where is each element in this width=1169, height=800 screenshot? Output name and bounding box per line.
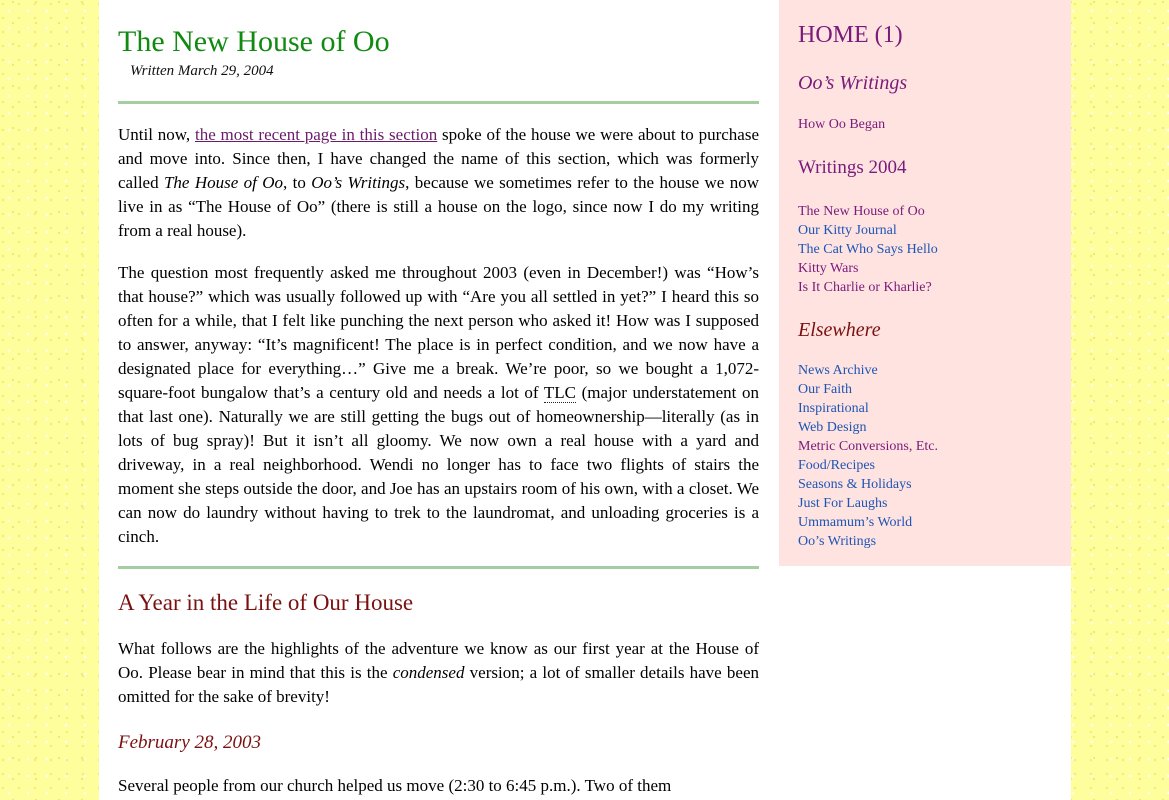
writings-2004-list <box>798 202 938 297</box>
condensed-word: condensed <box>392 663 465 682</box>
sidebar-blank-area <box>779 566 1071 800</box>
list-item <box>798 240 938 259</box>
home-link[interactable]: HOME (1) <box>798 22 903 48</box>
list-item <box>798 278 938 297</box>
intro-paragraph <box>118 123 759 243</box>
most-recent-page-link[interactable]: the most recent page in this section <box>194 125 438 144</box>
moving-paragraph: Several people from our church helped us move (2:30 to 6:45 p.m.). Two of them <box>118 776 672 795</box>
list-item <box>798 202 938 221</box>
highlights-text-1: What follows are the highlights of the adventure we know as our first year at the House of Oo. Please bear in mind that this is the <box>118 639 759 682</box>
writings-2004-link[interactable]: Our Kitty Journal <box>798 223 897 238</box>
how-oo-began-link[interactable]: How Oo Began <box>798 117 886 132</box>
elsewhere-link[interactable]: News Archive <box>798 363 878 378</box>
divider-top <box>118 101 759 104</box>
elsewhere-link[interactable]: Oo’s Writings <box>798 534 877 549</box>
elsewhere-heading: Elsewhere <box>798 319 881 341</box>
writings-2004-link[interactable]: Kitty Wars <box>798 261 859 276</box>
intro-text-4: , because we sometimes refer to the house we now live in as “The House of Oo” (there is still a house on the logo, since now I do my writing from a real house). <box>118 173 759 240</box>
new-section-name: Oo’s Writings <box>311 173 406 192</box>
writings-2004-link[interactable]: The Cat Who Says Hello <box>798 242 938 257</box>
question-text-2: (major understatement on that last one). Naturally we are still getting the bugs out of homeownership—literally (as in lots of bug spray)! But it isn’t all gloomy. We now own a real house with a yard and driveway, in a real neighborhood. Wendi no longer has to face two flights of stairs the moment she steps outside the door, and Joe has an upstairs room of his own, with a closet. We can now do laundry without having to trek to the laundromat, and unloading groceries is a cinch. <box>118 383 759 546</box>
list-item <box>798 259 938 278</box>
writings-2004-link[interactable]: The New House of Oo <box>798 204 925 219</box>
main-content-column <box>99 0 779 800</box>
list-item <box>798 418 938 437</box>
list-item <box>798 475 938 494</box>
list-item <box>798 494 938 513</box>
elsewhere-link[interactable]: Food/Recipes <box>798 458 875 473</box>
writings-2004-heading: Writings 2004 <box>798 157 907 178</box>
intro-text-3: , to <box>283 173 312 192</box>
list-item <box>798 456 938 475</box>
writings-2004-link[interactable]: Is It Charlie or Kharlie? <box>798 280 932 295</box>
elsewhere-link[interactable]: Metric Conversions, Etc. <box>798 439 938 454</box>
list-item <box>798 513 938 532</box>
elsewhere-link[interactable]: Our Faith <box>798 382 853 397</box>
elsewhere-link[interactable]: Just For Laughs <box>798 496 888 511</box>
list-item <box>798 221 938 240</box>
sidebar <box>779 0 1071 566</box>
writings-heading: Oo’s Writings <box>798 72 908 94</box>
divider-middle <box>118 566 759 569</box>
question-text-1: The question most frequently asked me throughout 2003 (even in December!) was “How’s that house?” which was usually followed up with “Are you all settled in yet?” I heard this so often for a while, that I felt like punching the next person who asked it! How was I supposed to answer, anyway: “It’s magnificent! The place is in perfect condition, and we now have a designated place for everything…” Give me a break. We’re poor, so we bought a 1,072-square-foot bungalow that’s a century old and needs a lot of <box>118 263 759 402</box>
question-paragraph <box>118 261 759 549</box>
old-section-name: The House of Oo <box>163 173 284 192</box>
elsewhere-link[interactable]: Web Design <box>798 420 867 435</box>
section-heading: A Year in the Life of Our House <box>118 590 414 615</box>
highlights-text-2: version; a lot of smaller details have been omitted for the sake of brevity! <box>118 663 759 706</box>
elsewhere-link[interactable]: Ummamum’s World <box>798 515 913 530</box>
written-date: Written March 29, 2004 <box>130 63 274 79</box>
elsewhere-link[interactable]: Seasons & Holidays <box>798 477 912 492</box>
intro-text-2: spoke of the house we were about to purchase and move into. Since then, I have changed the name of this section, which was formerly called <box>118 125 759 192</box>
elsewhere-list <box>798 361 938 551</box>
list-item <box>798 532 938 551</box>
intro-text-1: Until now, <box>118 125 195 144</box>
list-item <box>798 361 938 380</box>
highlights-paragraph <box>118 637 759 709</box>
list-item <box>798 399 938 418</box>
list-item <box>798 437 938 456</box>
elsewhere-link[interactable]: Inspirational <box>798 401 869 416</box>
tlc-abbreviation[interactable]: TLC <box>543 383 576 402</box>
list-item <box>798 380 938 399</box>
date-heading: February 28, 2003 <box>118 732 262 753</box>
page-title: The New House of Oo <box>118 25 390 58</box>
